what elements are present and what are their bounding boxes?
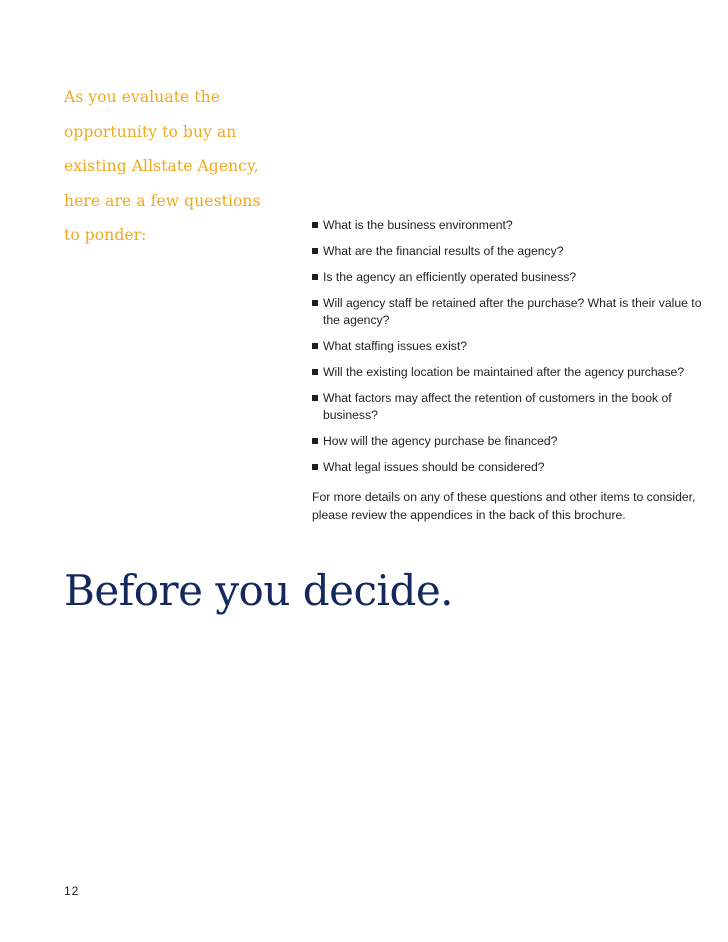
question-list: [312, 217, 702, 485]
question-text: What are the financial results of the agency?: [323, 244, 564, 258]
question-text: Will the existing location be maintained after the agency purchase?: [323, 365, 685, 379]
question-item: [312, 243, 702, 260]
square-bullet-icon: [312, 222, 318, 228]
question-text: How will the agency purchase be financed?: [323, 434, 558, 448]
square-bullet-icon: [312, 300, 318, 306]
question-item: [312, 338, 702, 355]
intro-line: existing Allstate Agency,: [64, 157, 259, 175]
question-item: [312, 364, 702, 381]
question-item: [312, 459, 702, 476]
question-text: Is the agency an efficiently operated business?: [323, 270, 577, 284]
question-text: What staffing issues exist?: [323, 339, 468, 353]
question-text: What factors may affect the retention of customers in the book of business?: [323, 391, 672, 422]
intro-line: As you evaluate the: [64, 88, 221, 106]
page-number: 12: [64, 884, 80, 898]
intro-line: opportunity to buy an: [64, 122, 237, 141]
question-text: What legal issues should be considered?: [323, 460, 545, 474]
square-bullet-icon: [312, 248, 318, 254]
square-bullet-icon: [312, 343, 318, 349]
intro-line: here are a few questions: [64, 191, 261, 210]
square-bullet-icon: [312, 274, 318, 280]
square-bullet-icon: [312, 438, 318, 444]
question-item: [312, 433, 702, 450]
square-bullet-icon: [312, 369, 318, 375]
question-text: What is the business environment?: [323, 218, 513, 232]
square-bullet-icon: [312, 395, 318, 401]
section-heading: Before you decide.: [64, 566, 454, 615]
question-item: [312, 269, 702, 286]
intro-text: [64, 80, 284, 253]
question-text: Will agency staff be retained after the purchase? What is their value to the agency?: [323, 296, 702, 327]
question-item: [312, 295, 702, 329]
question-item: [312, 390, 702, 424]
question-item: [312, 217, 702, 234]
square-bullet-icon: [312, 464, 318, 470]
intro-line: to ponder:: [64, 226, 147, 244]
appendix-note: For more details on any of these questions and other items to consider, please review the appendices in the back of this brochure.: [312, 490, 696, 522]
